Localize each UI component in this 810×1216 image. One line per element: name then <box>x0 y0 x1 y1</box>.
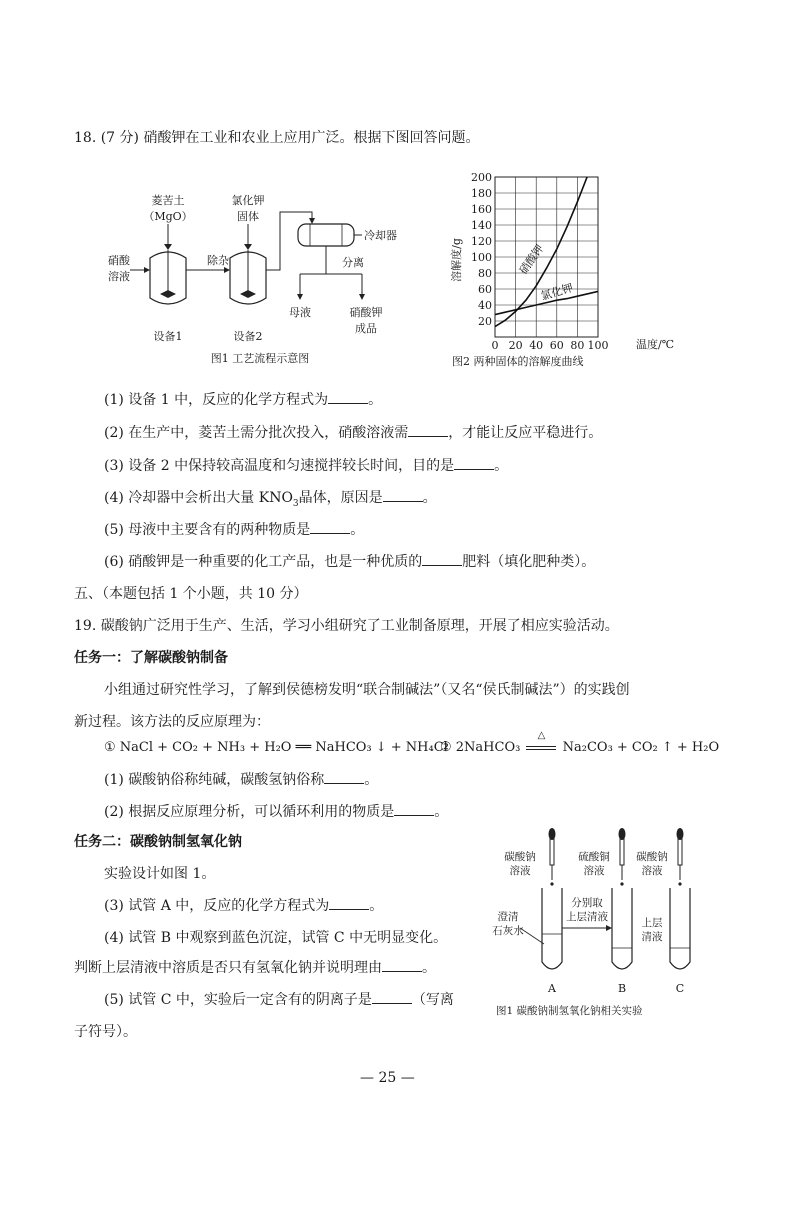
dropper-a <box>549 828 556 886</box>
q19-para1-line1: 小组通过研究性学习，了解到侯德榜发明“联合制碱法”（又名“侯氏制碱法”）的实践创 <box>104 682 630 698</box>
device1-tank <box>150 250 186 304</box>
limewater-label2: 石灰水 <box>492 925 524 937</box>
y-tick-label: 40 <box>478 299 492 312</box>
chart-ylabel: 溶解度/g <box>450 238 463 282</box>
y-tick-label: 100 <box>471 251 492 264</box>
mother-liquor-label: 母液 <box>289 306 311 319</box>
supernatant-label1: 上层 <box>641 917 663 929</box>
product-label1: 硝酸钾 <box>349 306 383 319</box>
input-label1: 硝酸 <box>108 254 130 267</box>
answer-blank[interactable] <box>408 424 448 437</box>
dropper-c <box>677 828 684 886</box>
process-flow-diagram <box>100 190 430 370</box>
reagent1-label1: 菱苦土 <box>151 194 185 207</box>
q19-item1: (1) 碳酸钠俗称纯碱，碳酸氢钠俗称 。 <box>104 772 379 788</box>
x-tick-label: 80 <box>570 339 585 352</box>
q19-item5-line2: 子符号）。 <box>74 1024 137 1040</box>
drop-a-label1: 碳酸钠 <box>504 851 536 863</box>
y-tick-label: 200 <box>471 171 492 184</box>
fig-caption: 图1 碳酸钠制氢氧化钠相关实验 <box>496 1005 643 1017</box>
x-tick-label: 60 <box>549 339 564 352</box>
y-tick-label: 180 <box>471 187 492 200</box>
answer-blank[interactable] <box>372 991 412 1004</box>
answer-blank[interactable] <box>310 521 350 534</box>
answer-blank[interactable] <box>394 803 434 816</box>
q19-title: 19. 碳酸钠广泛用于生产、生活，学习小组研究了工业制备原理，开展了相应实验活动。 <box>74 618 619 634</box>
q18-item5: (5) 母液中主要含有的两种物质是 。 <box>104 522 365 538</box>
y-tick-label: 80 <box>478 267 492 280</box>
drop-b-label2: 溶液 <box>583 865 605 877</box>
answer-blank[interactable] <box>382 959 422 972</box>
separate-label: 分离 <box>342 256 364 269</box>
step-label: 除杂 <box>207 254 229 267</box>
q19-item4: (4) 试管 B 中观察到蓝色沉淀，试管 C 中无明显变化。 <box>104 930 448 946</box>
equation-2: ② 2NaHCO₃ △ Na₂CO₃ + CO₂ ↑ + H₂O <box>440 730 720 755</box>
reagent2-label1: 氯化钾 <box>231 194 265 207</box>
tube-label-c: C <box>675 982 685 995</box>
device2-label: 设备2 <box>233 330 263 343</box>
design-text: 实验设计如图 1。 <box>104 866 216 882</box>
answer-blank[interactable] <box>454 457 494 470</box>
answer-blank[interactable] <box>383 489 423 502</box>
x-tick-label: 0 <box>491 339 499 352</box>
limewater-label1: 澄清 <box>497 911 519 923</box>
q19-item4-line2: 判断上层清液中溶质是否只有氢氧化钠并说明理由 。 <box>74 960 436 976</box>
x-tick-label: 100 <box>587 339 609 352</box>
q18-item4: (4) 冷却器中会析出大量 $KNO_3$晶体，原因是 。 <box>104 490 437 509</box>
x-tick-label: 40 <box>529 339 544 352</box>
drop-c-label1: 碳酸钠 <box>636 851 668 863</box>
y-tick-label: 140 <box>471 219 492 232</box>
supernatant-label2: 清液 <box>641 931 663 943</box>
drop-c-label2: 溶液 <box>641 865 663 877</box>
page-number: — 25 — <box>360 1070 415 1086</box>
answer-blank[interactable] <box>422 553 462 566</box>
q18-title: 18. (7 分) 硝酸钾在工业和农业上应用广泛。根据下图回答问题。 <box>74 130 480 146</box>
y-tick-label: 60 <box>478 283 492 296</box>
transfer-label2: 上层清液 <box>566 911 608 923</box>
transfer-label1: 分别取 <box>571 897 603 909</box>
device1-label: 设备1 <box>153 330 183 343</box>
q18-item1: (1) 设备 1 中，反应的化学方程式为 。 <box>104 392 383 408</box>
chart-xlabel: 温度/℃ <box>636 338 675 351</box>
y-tick-label: 20 <box>478 315 492 328</box>
test-tube-b <box>612 888 632 969</box>
series-label-kno3: 硝酸钾 <box>516 242 547 277</box>
task2-heading: 任务二：碳酸钠制氢氧化钠 <box>74 834 242 850</box>
equation-1: ① NaCl + CO₂ + NH₃ + H₂O ══ NaHCO₃ ↓ + NH₄Cl <box>104 740 448 755</box>
tube-label-b: B <box>617 982 627 995</box>
fig2-caption: 图2 两种固体的溶解度曲线 <box>452 355 584 368</box>
solubility-chart <box>440 165 675 375</box>
q18-item2: (2) 在生产中，菱苦土需分批次投入，硝酸溶液需 ，才能让反应平稳进行。 <box>104 425 603 441</box>
q19-para1-line2: 新过程。该方法的反应原理为： <box>74 714 270 730</box>
q19-item5: (5) 试管 C 中，实验后一定含有的阴离子是 （写离 <box>104 992 454 1008</box>
x-tick-label: 20 <box>508 339 523 352</box>
cooler-vessel <box>298 224 354 246</box>
product-label2: 成品 <box>355 322 377 335</box>
y-tick-label: 120 <box>471 235 492 248</box>
device2-tank <box>230 250 266 304</box>
test-tube-figure <box>490 822 710 1022</box>
reagent1-label2: （MgO） <box>143 210 193 223</box>
y-tick-label: 160 <box>471 203 492 216</box>
answer-blank[interactable] <box>328 391 368 404</box>
series-label-kcl: 氯化钾 <box>539 281 575 303</box>
section-heading: 五、（本题包括 1 个小题，共 10 分） <box>74 586 308 602</box>
q18-item6: (6) 硝酸钾是一种重要的化工产品，也是一种优质的 肥料（填化肥种类）。 <box>104 554 596 570</box>
task1-heading: 任务一：了解碳酸钠制备 <box>74 650 228 666</box>
fig1-caption: 图1 工艺流程示意图 <box>210 352 310 365</box>
answer-blank[interactable] <box>324 771 364 784</box>
test-tube-c <box>670 888 690 969</box>
input-label2: 溶液 <box>108 270 130 283</box>
dropper-b <box>619 828 626 886</box>
drop-b-label1: 硫酸铜 <box>578 851 610 863</box>
q19-item3: (3) 试管 A 中，反应的化学方程式为 。 <box>104 898 384 914</box>
q19-item2: (2) 根据反应原理分析，可以循环利用的物质是 。 <box>104 804 449 820</box>
tube-label-a: A <box>548 982 556 995</box>
test-tube-a <box>542 888 562 969</box>
cooler-label: 冷却器 <box>364 229 397 242</box>
reagent2-label2: 固体 <box>237 210 259 223</box>
drop-a-label2: 溶液 <box>509 865 531 877</box>
answer-blank[interactable] <box>329 897 369 910</box>
q18-item3: (3) 设备 2 中保持较高温度和匀速搅拌较长时间，目的是 。 <box>104 458 509 474</box>
